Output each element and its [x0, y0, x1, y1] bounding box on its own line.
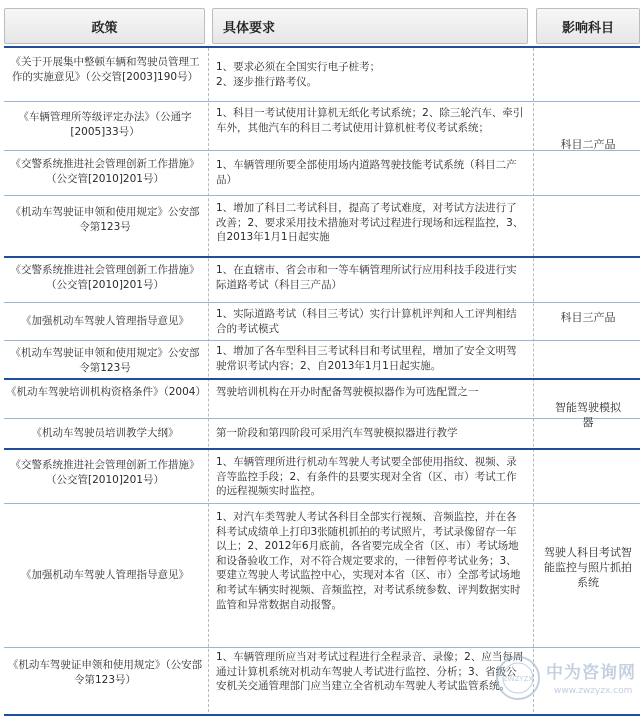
column-divider: [533, 48, 534, 712]
policy-cell: 《机动车驾驶证申领和使用规定》公安部令第123号: [10, 347, 200, 374]
policy-cell: 《交警系统推进社会管理创新工作措施》（公交管[2010]201号）: [10, 459, 200, 486]
row-divider: [4, 302, 640, 303]
header-rule: [4, 46, 640, 48]
requirement-cell: 第一阶段和第四阶段可采用汽车驾驶模拟器进行教学: [216, 427, 458, 439]
watermark-logo-icon: [494, 654, 542, 702]
policy-cell: 《机动车驾驶证申领和使用规定》公安部令第123号: [10, 206, 200, 233]
subject-cell: 科目二产品: [560, 138, 616, 151]
requirement-cell: 1、车辆管理所进行机动车驾驶人考试要全部使用指纹、视频、录音等监控手段；2、有条件的县要实现对全省（区、市）考试工作的远程视频实时监控。: [216, 456, 517, 498]
requirement-cell: 1、要求必须在全国实行电子桩考； 2、逐步推行路考仪。: [216, 61, 381, 88]
watermark-url: www.zwzyzx.com: [554, 686, 633, 696]
subject-cell: 科目三产品: [560, 311, 616, 324]
watermark-name: 中为咨询网: [546, 663, 636, 683]
policy-cell: 《车辆管理所等级评定办法》（公通字[2005]33号）: [18, 111, 192, 138]
requirement-cell: 1、车辆管理所应当对考试过程进行全程录音、录像；2、应当每周通过计算机系统对机动车驾驶人考试进行监控、分析；3、省级公安机关交通管理部门应当建立全省机动车驾驶人考试监管系统。: [216, 651, 524, 693]
watermark-logo-text: ZWZYZX: [502, 675, 534, 683]
header-policy: 政策: [4, 8, 205, 44]
watermark: [488, 652, 638, 710]
group-rule: [4, 256, 640, 258]
row-divider: [4, 340, 640, 341]
policy-cell: 《机动车驾驶培训机构资格条件》（2004）: [6, 386, 206, 398]
requirement-cell: 1、科目一考试使用计算机无纸化考试系统；2、除三轮汽车、牵引车外，其他汽车的科目二考试使用计算机桩考仪考试系统；: [216, 107, 524, 134]
group-rule: [4, 448, 640, 450]
row-divider: [4, 647, 640, 648]
requirement-cell: 1、增加了科目二考试科目，提高了考试难度，对考试方法进行了改善；2、要求采用技术措施对考试过程进行现场和远程监控，3、自2013年1月1日起实施: [216, 202, 524, 244]
policy-cell: 《交警系统推进社会管理创新工作措施》（公交管[2010]201号）: [10, 158, 200, 185]
policy-cell: 《加强机动车驾驶人管理指导意见》: [21, 569, 189, 581]
policy-cell: 《交警系统推进社会管理创新工作措施》（公交管[2010]201号）: [10, 264, 200, 291]
requirement-cell: 1、在直辖市、省会市和一等车辆管理所试行应用科技手段进行实际道路考试（科目三产品）: [216, 264, 517, 291]
column-divider: [208, 48, 209, 712]
header-requirements: 具体要求: [212, 8, 528, 44]
policy-cell: 《加强机动车驾驶人管理指导意见》: [21, 315, 189, 327]
subject-cell: 驾驶人科目考试智能监控与照片抓拍系统: [544, 546, 632, 589]
requirement-cell: 驾驶培训机构在开办时配备驾驶模拟器作为可选配置之一: [216, 386, 479, 398]
row-divider: [4, 503, 640, 504]
bottom-rule: [4, 714, 640, 716]
policy-cell: 《机动车驾驶证申领和使用规定》（公安部令第123号）: [7, 659, 203, 686]
requirement-cell: 1、增加了各车型科目三考试科目和考试里程，增加了安全文明驾驶常识考试内容；2、自2013年1月1日起实施。: [216, 345, 517, 372]
row-divider: [4, 195, 640, 196]
subject-cell: 智能驾驶模拟器: [555, 401, 621, 429]
header-subject: 影响科目: [536, 8, 640, 44]
requirement-cell: 1、车辆管理所要全部使用场内道路驾驶技能考试系统（科目二产品）: [216, 159, 517, 186]
requirement-cell: 1、对汽车类驾驶人考试各科目全部实行视频、音频监控，并在各科考试成绩单上打印3张随机抓拍的考试照片，考试录像留存一年以上；2、2012年6月底前，各省要完成全省（区、市）考试场地和设备验收工作，对不符合规定要求的，一律暂停考试业务；3、要建立驾驶人考试监控中心，实现对本省（区、市）全部考试场地和考试车辆实时视频、音频监控，对考试系统参数、评判数据实时监管和异常数据自动报警。: [216, 511, 521, 611]
policy-cell: 《关于开展集中整顿车辆和驾驶员管理工作的实施意见》（公交管[2003]190号）: [10, 56, 200, 83]
requirement-cell: 1、实际道路考试（科目三考试）实行计算机评判和人工评判相结合的考试模式: [216, 308, 517, 335]
row-divider: [4, 101, 640, 102]
group-rule: [4, 378, 640, 380]
policy-cell: 《机动车驾驶员培训教学大纲》: [31, 427, 179, 439]
